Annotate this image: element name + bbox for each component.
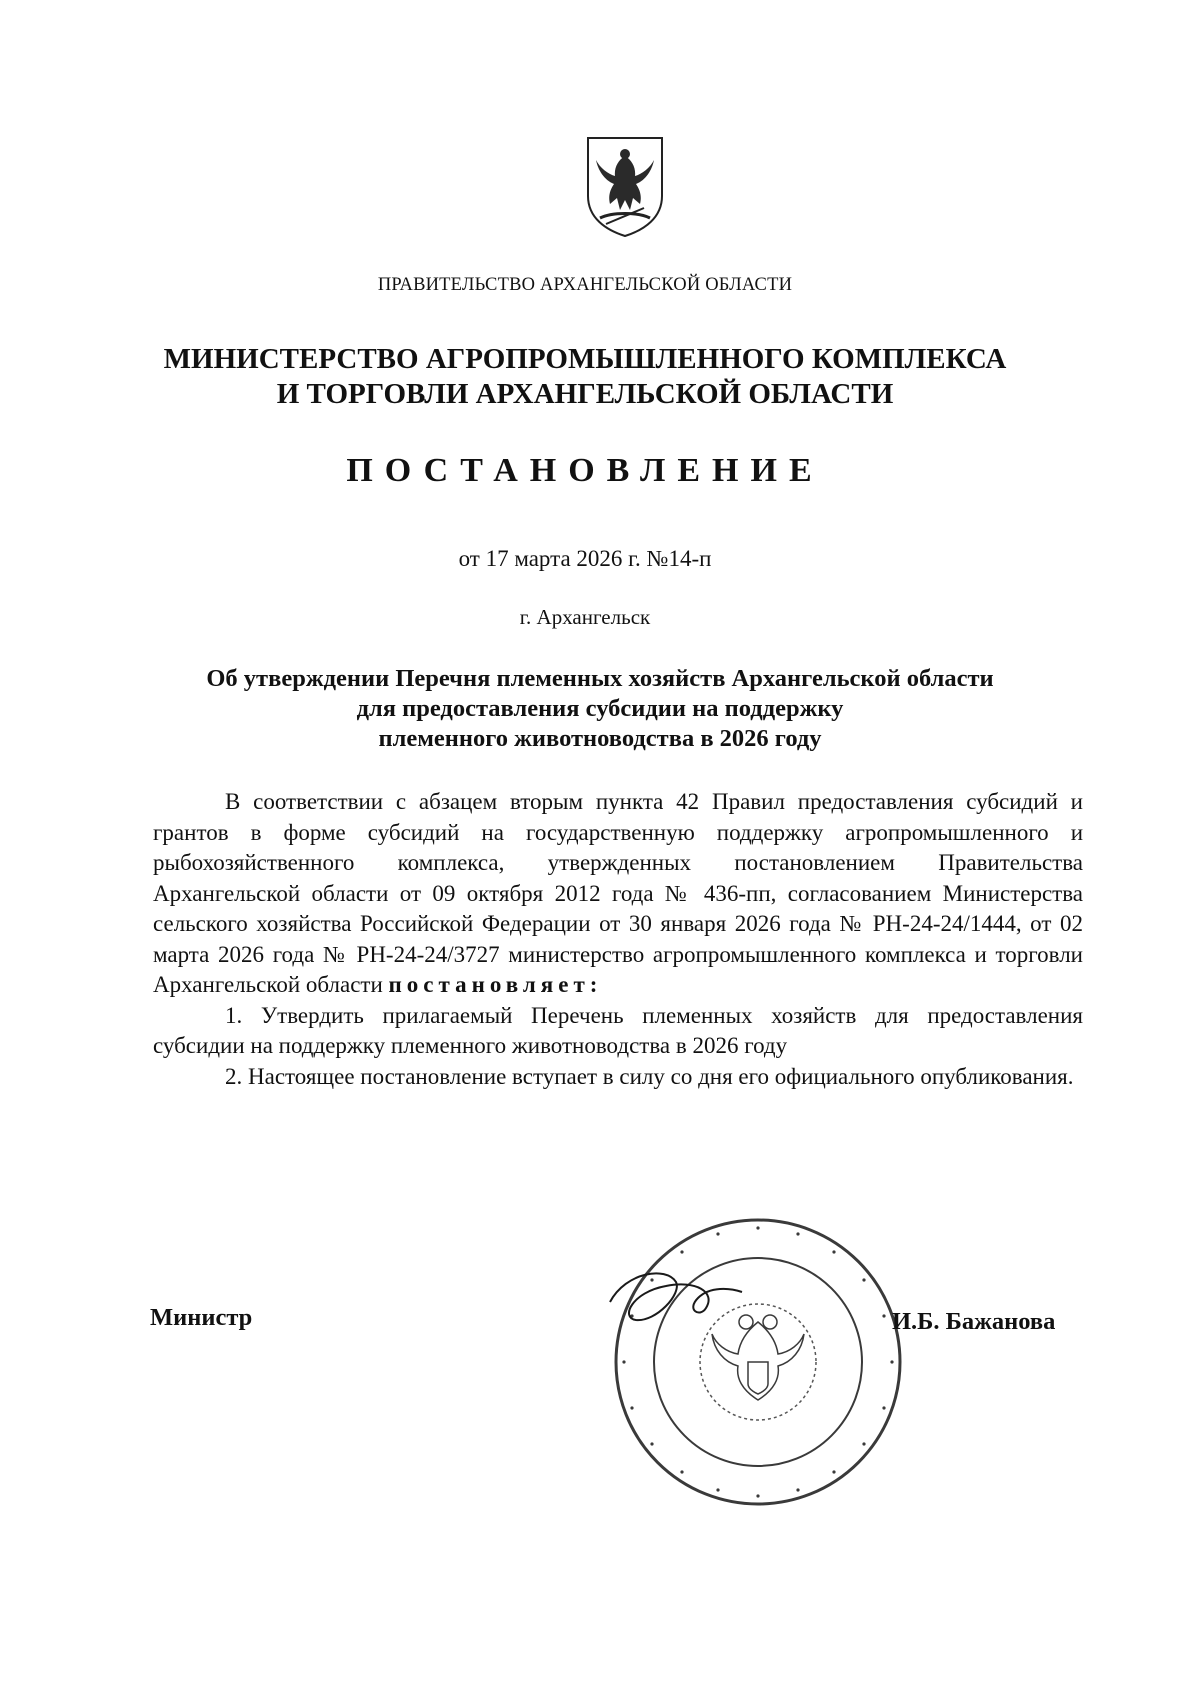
ministry-line-2: И ТОРГОВЛИ АРХАНГЕЛЬСКОЙ ОБЛАСТИ bbox=[276, 378, 894, 410]
document-subject bbox=[0, 664, 1200, 754]
document-city: г. Архангельск bbox=[519, 605, 651, 629]
subject-line-1: Об утверждении Перечня племенных хозяйств Архангельской области bbox=[206, 665, 994, 692]
resolves-keyword: постановляет: bbox=[388, 972, 603, 997]
official-seal-icon bbox=[608, 1212, 908, 1512]
document-type: ПОСТАНОВЛЕНИЕ bbox=[346, 452, 824, 489]
document-body bbox=[153, 787, 1083, 1092]
subject-line-3: племенного животноводства в 2026 году bbox=[378, 725, 822, 752]
preamble-paragraph bbox=[153, 787, 1083, 1001]
ministry-name bbox=[0, 342, 1170, 412]
handwritten-signature-icon bbox=[606, 1262, 746, 1332]
item-2-paragraph: 2. Настоящее постановление вступает в силу со дня его официального опубликования. bbox=[225, 1063, 1074, 1089]
document-date-number: от 17 марта 2026 г. №14-п bbox=[458, 546, 712, 571]
subject-line-2: для предоставления субсидии на поддержку bbox=[356, 695, 844, 722]
ministry-line-1: МИНИСТЕРСТВО АГРОПРОМЫШЛЕННОГО КОМПЛЕКСА bbox=[163, 343, 1007, 375]
preamble-text: В соответствии с абзацем вторым пункта 42 Правил предоставления субсидий и грантов в форме субсидий на государственную поддержку агропромышленного и рыбохозяйственного комплекса, утвержденных постановлением Правительства Архангельской области от 09 октября 2012 года № 436-пп, согласованием Министерства сельского хозяйства Российской Федерации от 30 января 2026 года № РН-24-24/1444, от 02 марта 2026 года № РН-24-24/3727 министерство агропромышленного комплекса и торговли Архангельской области bbox=[153, 789, 1083, 997]
government-name: ПРАВИТЕЛЬСТВО АРХАНГЕЛЬСКОЙ ОБЛАСТИ bbox=[377, 275, 793, 295]
signatory-name: И.Б. Бажанова bbox=[892, 1308, 1056, 1335]
item-1-paragraph: 1. Утвердить прилагаемый Перечень племенных хозяйств для предоставления субсидии на поддержку племенного животноводства в 2026 году bbox=[153, 1002, 1083, 1058]
signatory-title: Министр bbox=[150, 1304, 253, 1331]
coat-of-arms-icon bbox=[584, 134, 666, 240]
